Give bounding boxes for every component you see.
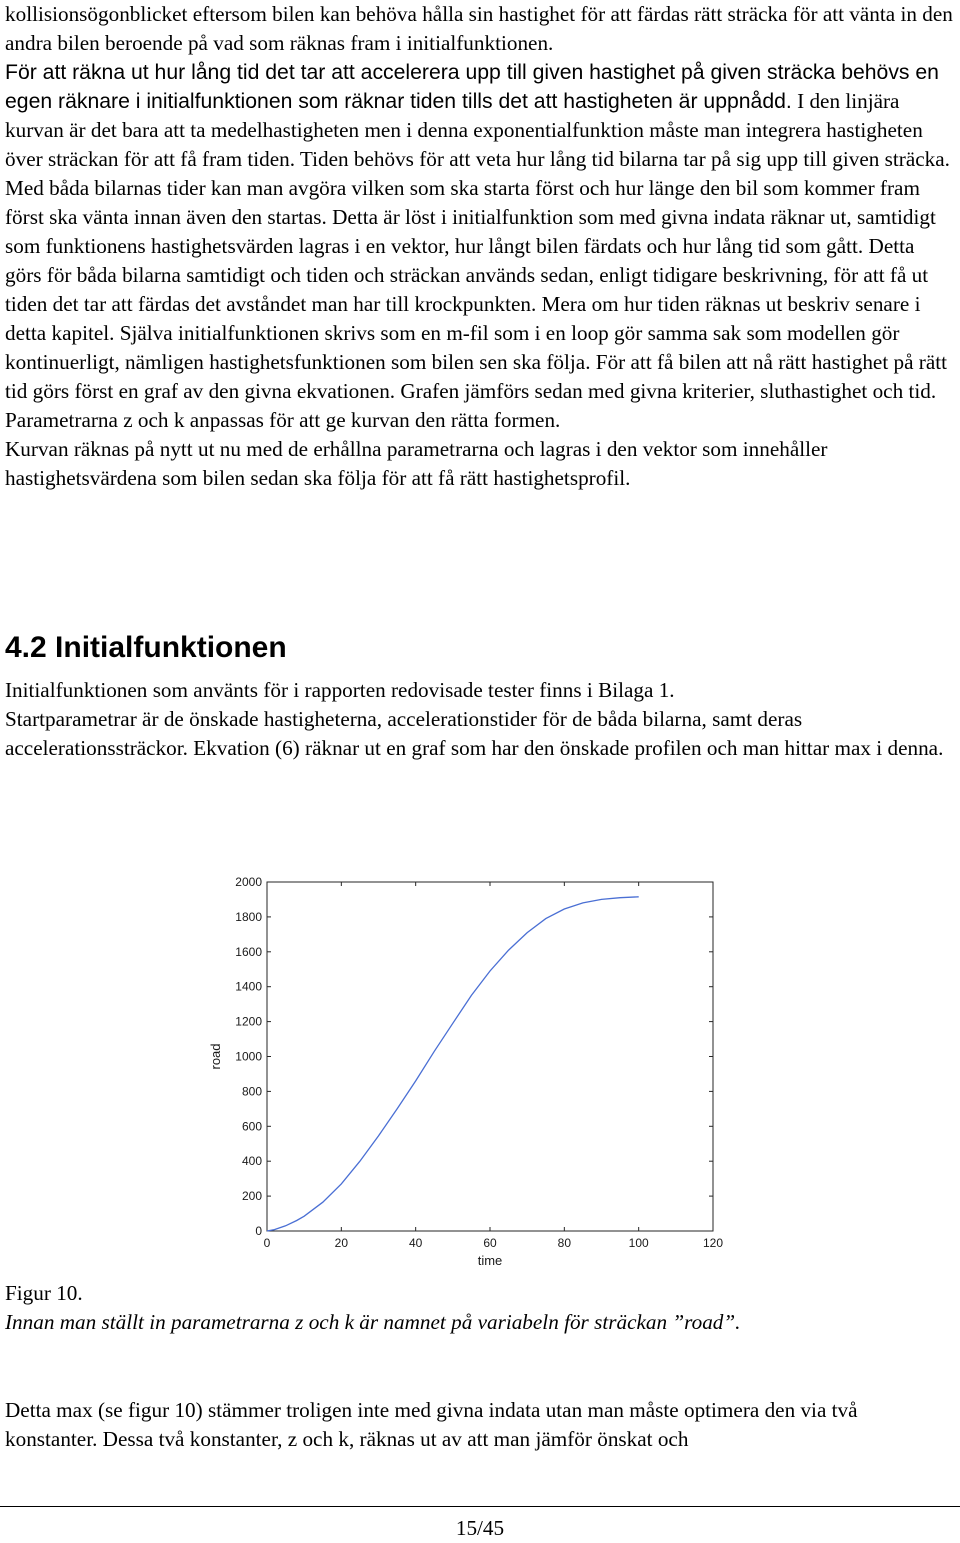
x-tick-label: 0 <box>263 1236 271 1250</box>
body-text-2-serif: I den linjära kurvan är det bara att ta medelhastigheten men i denna exponentialfunktion måste man integrera hastigheten över sträckan för att få fram tiden. Tiden behövs för att veta hur lång tid bilarna tar på sig upp till given sträcka. Med båda bilarnas tider kan man avgöra vilken som ska starta först och hur länge den bil som kommer fram först ska vänta innan även den startas. Detta är löst i initialfunktion som med givna indata räknar ut, samtidigt som funktionens hastighetsvärden lagras i en vektor, hur långt bilen färdats och hur lång tid som gått. Detta görs för båda bilarna samtidigt och tiden och sträckan används sedan, enligt tidigare beskrivning, för att få ut tiden det tar att färdas det avståndet man har till krockpunkten. Mera om hur tiden räknas ut beskriv senare i detta kapitel. Själva initialfunktionen skrivs som en m-fil som i en loop gör samma sak som modellen gör kontinuerligt, nämligen hastighetsfunktionen som bilen sen ska följa. För att få bilen att nå rätt hastighet på rätt tid görs först en graf av den givna ekvationen. Grafen jämförs sedan med givna kriterier, sluthastighet och tid. Parametrarna z och k anpassas för att ge kurvan den rätta formen. <box>5 89 950 432</box>
figure-label: Figur 10. <box>5 1281 83 1305</box>
x-tick-label: 20 <box>334 1236 349 1250</box>
y-tick-label: 1200 <box>235 1014 262 1029</box>
x-tick-label: 100 <box>628 1236 649 1250</box>
y-tick-label: 1400 <box>235 979 262 994</box>
y-tick-label: 600 <box>241 1119 262 1134</box>
plot-area-frame <box>267 882 713 1231</box>
y-tick-label: 200 <box>241 1189 262 1204</box>
y-tick-label: 800 <box>241 1084 262 1099</box>
y-tick-label: 1800 <box>235 909 262 924</box>
road-time-chart <box>200 868 740 1270</box>
x-tick-label: 60 <box>483 1236 497 1250</box>
body-text-2-sans: För att räkna ut hur lång tid det tar att accelerera upp till given hastighet på given sträcka behövs en egen räknare i initialfunktionen som räknar tiden tills det att hastigheten är uppnådd. <box>5 61 939 113</box>
section-text-2: Startparametrar är de önskade hastigheterna, accelerationstider för de båda bilarna, samt deras accelerationssträckor. Ekvation (6) räknar ut en graf som har den önskade profilen och man hittar max i denna. <box>5 707 944 760</box>
x-tick-label: 80 <box>557 1236 572 1250</box>
y-tick-label: 1000 <box>235 1049 262 1064</box>
closing-paragraph: Detta max (se figur 10) stämmer troligen inte med givna indata utan man måste optimera den via två konstanter. Dessa två konstanter, z och k, räknas ut av att man jämför önskat och <box>5 1398 858 1451</box>
body-text-3: Kurvan räknas på nytt ut nu med de erhållna parametrarna och lagras i den vektor som innehåller hastighetsvärdena som bilen sedan ska följa för att få rätt hastighetsprofil. <box>5 437 828 490</box>
section-text-1: Initialfunktionen som använts för i rapporten redovisade tester finns i Bilaga 1. <box>5 678 675 702</box>
y-axis-label: road <box>208 1043 223 1070</box>
section-paragraph <box>5 676 955 763</box>
section-heading: 4.2 Initialfunktionen <box>5 631 287 664</box>
chart-axes <box>267 882 713 1231</box>
page-number: 15/45 <box>455 1516 505 1540</box>
x-tick-label: 120 <box>702 1236 724 1250</box>
body-text-1: kollisionsögonblicket eftersom bilen kan behöva hålla sin hastighet för att färdas rätt sträcka för att vänta in den andra bilen beroende på vad som räknas fram i initialfunktionen. <box>5 2 953 55</box>
y-tick-label: 1600 <box>235 944 262 959</box>
x-tick-label: 40 <box>408 1236 423 1250</box>
y-tick-label: 400 <box>241 1154 262 1169</box>
body-paragraph-1 <box>5 0 955 493</box>
figure-caption: Innan man ställt in parametrarna z och k är namnet på variabeln för sträckan ”road”. <box>5 1310 741 1334</box>
y-tick-label: 0 <box>255 1224 262 1238</box>
footer-divider <box>0 1506 960 1507</box>
x-axis-label: time <box>477 1253 503 1268</box>
y-tick-label: 2000 <box>235 875 262 889</box>
